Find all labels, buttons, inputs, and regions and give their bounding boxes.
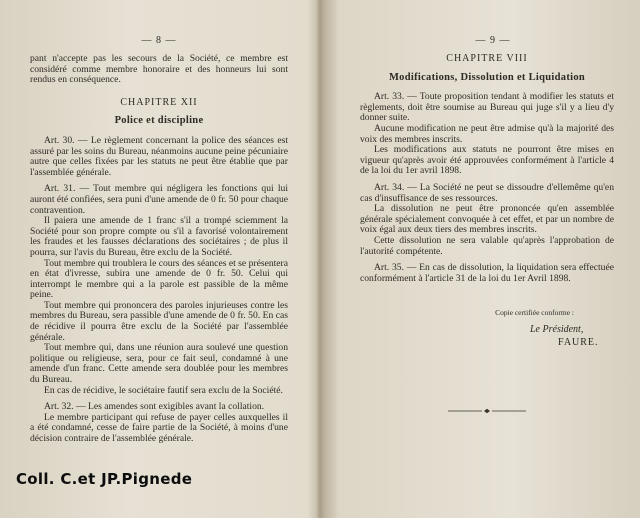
article-paragraph: En cas de récidive, le sociétaire fautif sera exclu de la Société. — [44, 384, 283, 396]
left-page — [0, 0, 318, 518]
article-paragraph: Cette dissolution ne sera valable qu'après l'approbation de l'autorité compétente. — [360, 234, 614, 257]
right-paragraphs — [360, 92, 614, 284]
left-page-content — [30, 54, 288, 445]
signatory-title: Le Président, — [530, 323, 584, 335]
article-paragraph: Aucune modification ne peut être admise qu'à la majorité des voix des membres inscrits. — [360, 122, 614, 145]
ornament-divider-icon — [448, 408, 526, 414]
certification-line: Copie certifiée conforme : — [495, 308, 574, 318]
page-number-left: — 8 — — [141, 35, 177, 46]
chapter-heading: CHAPITRE XII — [120, 96, 198, 108]
right-page — [322, 0, 640, 518]
article-paragraph: Art. 35. — En cas de dissolution, la liquidation sera effectuée conformément à l'article 31 de la loi du 1er Avril 1898. — [360, 262, 614, 284]
right-page-content — [360, 54, 614, 349]
article-paragraph: Art. 34. — La Société ne peut se dissoudre d'ellemême qu'en cas d'insuffisance de ses ressources. — [360, 181, 614, 204]
article-paragraph: Tout membre qui troublera le cours des séances et se présentera en état d'ivresse, subira une amende de 0 fr. 50. Celui qui interrompt le membre qui a la parole est passible de la même peine. — [30, 257, 288, 301]
intro-paragraph: pant n'accepte pas les secours de la Société, ce membre est considéré comme membre honoraire et des honneurs lui sont rendus en conséquence. — [30, 53, 288, 86]
article-paragraph: Art. 30. — Le règlement concernant la police des séances est assuré par les soins du Bureau, néanmoins aucune peine pécuniaire autre que celles fixées par les statuts ne peut être établie que par l'assemblée générale. — [30, 134, 288, 178]
article-paragraph: Art. 32. — Les amendes sont exigibles avant la collation. — [44, 401, 265, 413]
chapter-title: Police et discipline — [114, 115, 204, 127]
signatory-name: FAURE. — [558, 337, 599, 349]
article-paragraph: Tout membre qui prononcera des paroles injurieuses contre les membres du Bureau, sera passible d'une amende de 0 fr. 50. En cas de récidive il pourra être exclu de la Société par l'assemblée générale. — [30, 299, 288, 343]
chapter-heading: CHAPITRE VIII — [446, 53, 528, 64]
collection-watermark: Coll. C.et JP.Pignede — [16, 470, 193, 488]
article-paragraph: Art. 31. — Tout membre qui négligera les fonctions qui lui auront été confiées, sera puni d'une amende de 0 fr. 50 pour chaque contravention. — [30, 183, 288, 216]
chapter-title: Modifications, Dissolution et Liquidation — [388, 71, 586, 83]
article-paragraph: La dissolution ne peut être prononcée qu'en assemblée générale spécialement convoquée à cet effet, et par un nombre de voix égal aux deux tiers des membres inscrits. — [360, 203, 614, 236]
page-number-right: — 9 — — [475, 35, 511, 46]
article-paragraph: Le membre participant qui refuse de payer celles auxquelles il a été condamné, cesse de faire partie de la Société, à moins d'une décision contraire de l'assemblée générale. — [30, 411, 288, 444]
left-paragraphs — [30, 136, 288, 445]
article-paragraph: Les modifications aux statuts ne pourront être mises en vigueur qu'après avoir été approuvées conformément à l'article 4 de la loi du 1er avril 1898. — [360, 144, 614, 177]
article-paragraph: Il paiera une amende de 1 franc s'il a trompé sciemment la Société pour son propre compte ou s'il a favorisé volontairement les fraudes et les fausses déclarations des sociétaires ; de plus il pourra, sur l'avis du Bureau, être exclu de la Société. — [30, 215, 288, 258]
article-paragraph: Art. 33. — Toute proposition tendant à modifier les statuts et règlements, doit être soumise au Bureau qui juge s'il y a lieu d'y donner suite. — [360, 91, 614, 124]
article-paragraph: Tout membre qui, dans une réunion aura soulevé une question politique ou religieuse, sera, pour ce fait seul, condamné à une amende d'un franc. Cette amende sera doublée pour les membres du Bureau. — [30, 342, 288, 386]
